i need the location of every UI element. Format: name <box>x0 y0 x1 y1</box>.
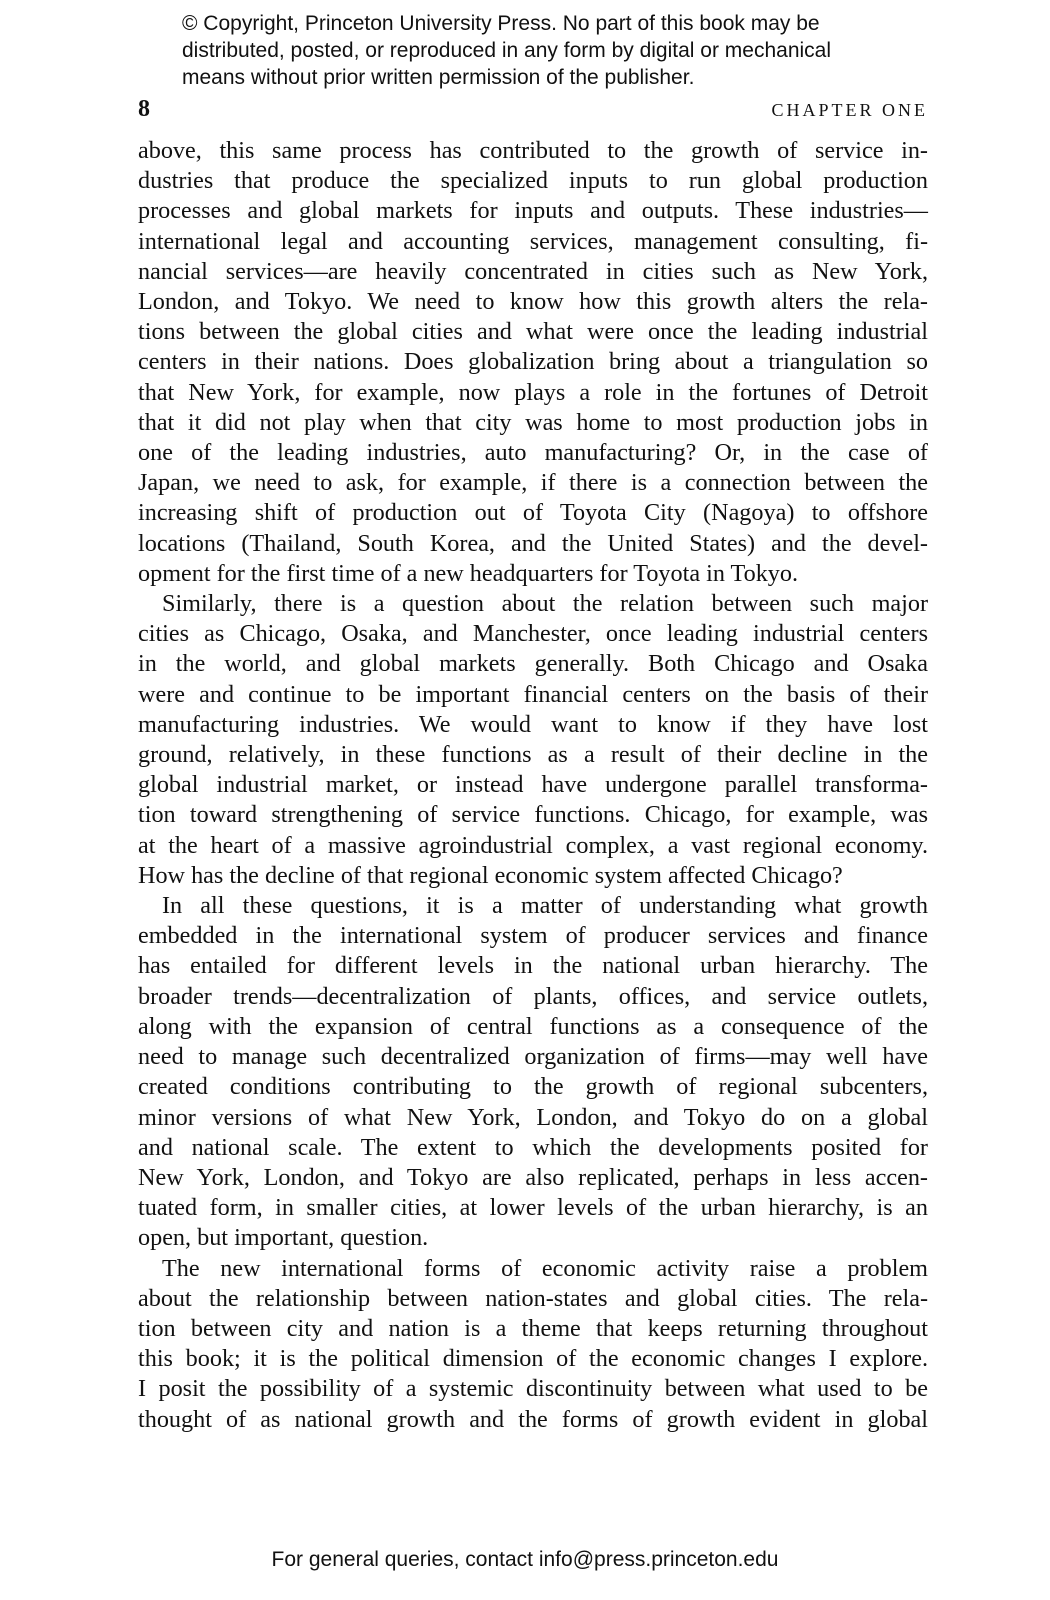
text-line: tuated form, in smaller cities, at lower levels of the urban hierarchy, is an <box>138 1194 928 1222</box>
text-line: ground, relatively, in these functions as a result of their decline in the <box>138 741 928 769</box>
text-line: broader trends—decentralization of plants, offices, and service outlets, <box>138 982 928 1010</box>
text-line: that it did not play when that city was home to most production jobs in <box>138 408 928 436</box>
text-line: thought of as national growth and the forms of growth evident in global <box>138 1405 928 1433</box>
text-line: created conditions contributing to the growth of regional subcenters, <box>138 1073 928 1101</box>
text-line: that New York, for example, now plays a role in the fortunes of Detroit <box>138 378 928 406</box>
footer-contact: For general queries, contact info@press.princeton.edu <box>271 1548 779 1571</box>
text-line: manufacturing industries. We would want to know if they have lost <box>138 710 928 738</box>
paragraph <box>138 589 928 891</box>
copyright-line: distributed, posted, or reproduced in any form by digital or mechanical <box>182 39 832 62</box>
paragraph <box>138 891 928 1253</box>
text-line: cities as Chicago, Osaka, and Manchester, once leading industrial centers <box>138 620 928 648</box>
text-line: international legal and accounting services, management consulting, fi- <box>138 227 928 255</box>
text-line: has entailed for different levels in the national urban hierarchy. The <box>138 952 928 980</box>
text-line: In all these questions, it is a matter of understanding what growth <box>162 892 928 920</box>
page-number: 8 <box>138 96 150 122</box>
text-line: embedded in the international system of producer services and finance <box>138 922 928 950</box>
copyright-line: © Copyright, Princeton University Press. No part of this book may be <box>182 12 820 35</box>
text-line: tion toward strengthening of service functions. Chicago, for example, was <box>138 801 928 829</box>
text-line: Japan, we need to ask, for example, if there is a connection between the <box>138 469 928 497</box>
text-line: in the world, and global markets generally. Both Chicago and Osaka <box>138 650 928 678</box>
text-line: opment for the first time of a new headquarters for Toyota in Tokyo. <box>138 559 799 587</box>
text-line: processes and global markets for inputs and outputs. These industries— <box>138 197 928 225</box>
text-line: were and continue to be important financial centers on the basis of their <box>138 680 928 708</box>
text-line: Similarly, there is a question about the relation between such major <box>162 590 928 618</box>
text-line: increasing shift of production out of Toyota City (Nagoya) to offshore <box>138 499 928 527</box>
text-line: dustries that produce the specialized inputs to run global production <box>138 167 928 195</box>
paragraph <box>138 136 928 589</box>
paragraph <box>138 1254 928 1435</box>
text-line: I posit the possibility of a systemic discontinuity between what used to be <box>138 1375 928 1403</box>
text-line: minor versions of what New York, London, and Tokyo do on a global <box>138 1103 928 1131</box>
chapter-title: CHAPTER ONE <box>771 100 928 120</box>
text-line: about the relationship between nation-states and global cities. The rela- <box>138 1284 928 1312</box>
text-line: The new international forms of economic activity raise a problem <box>162 1254 928 1282</box>
text-line: locations (Thailand, South Korea, and the United States) and the devel- <box>138 529 928 557</box>
text-line: above, this same process has contributed to the growth of service in- <box>138 137 928 164</box>
copyright-notice <box>182 10 962 91</box>
text-line: global industrial market, or instead have undergone parallel transforma- <box>138 771 928 799</box>
text-line: centers in their nations. Does globalization bring about a triangulation so <box>138 348 928 376</box>
text-line: London, and Tokyo. We need to know how this growth alters the rela- <box>138 288 928 316</box>
text-line: tion between city and nation is a theme that keeps returning throughout <box>138 1314 928 1342</box>
running-head <box>138 96 928 126</box>
text-line: along with the expansion of central functions as a consequence of the <box>138 1012 928 1040</box>
text-line: one of the leading industries, auto manufacturing? Or, in the case of <box>138 439 928 467</box>
body-text <box>138 136 928 1435</box>
copyright-line: means without prior written permission of the publisher. <box>182 66 695 89</box>
text-line: this book; it is the political dimension of the economic changes I explore. <box>138 1345 928 1373</box>
text-line: New York, London, and Tokyo are also replicated, perhaps in less accen- <box>138 1163 928 1191</box>
text-line: nancial services—are heavily concentrated in cities such as New York, <box>138 257 928 285</box>
text-line: at the heart of a massive agroindustrial complex, a vast regional economy. <box>138 831 928 859</box>
text-line: How has the decline of that regional economic system affected Chicago? <box>138 861 843 889</box>
text-line: and national scale. The extent to which the developments posited for <box>138 1133 928 1161</box>
text-line: open, but important, question. <box>138 1224 429 1252</box>
text-line: tions between the global cities and what were once the leading industrial <box>138 318 928 346</box>
text-line: need to manage such decentralized organization of firms—may well have <box>138 1043 928 1071</box>
